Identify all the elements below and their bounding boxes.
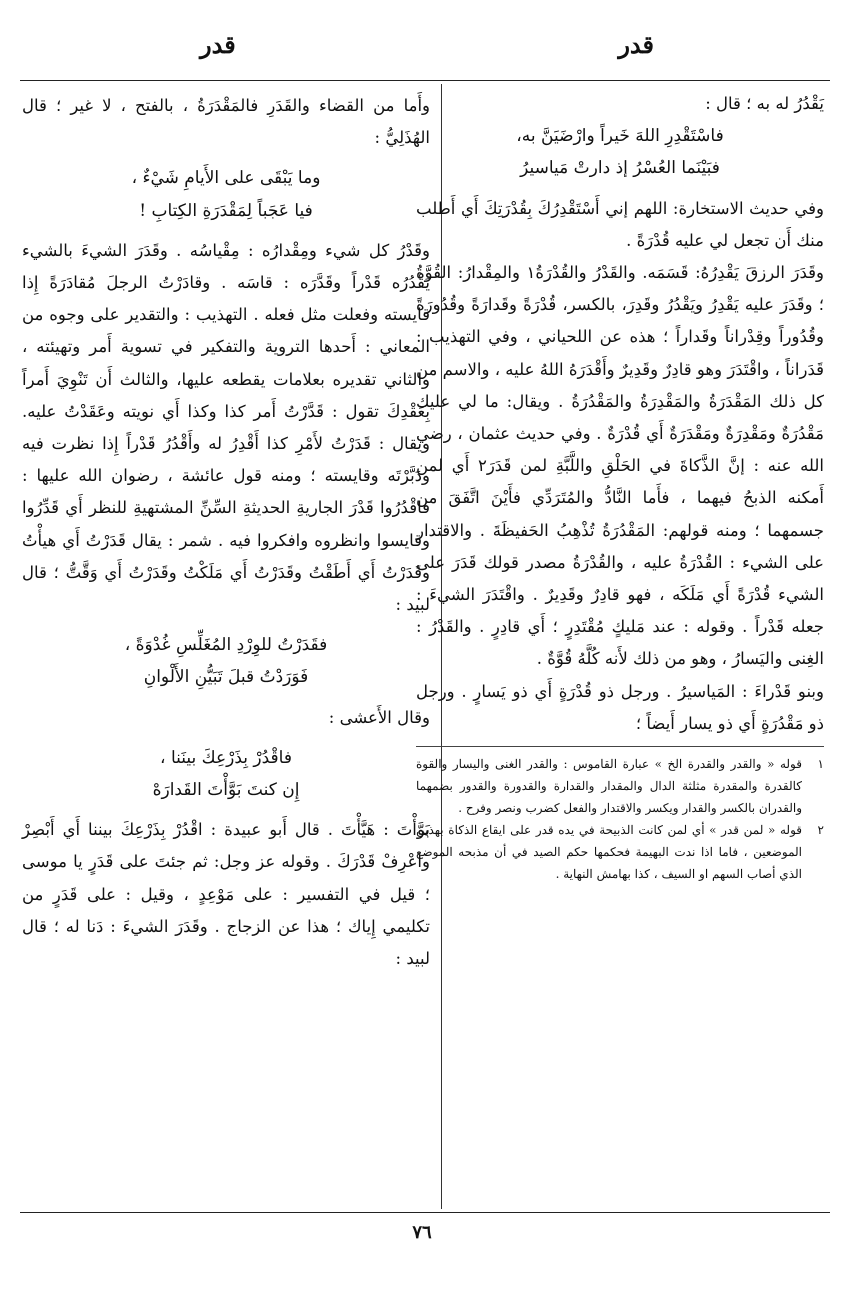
paragraph: وفي حديث الاستخارة: اللهم إني أَسْتَقْدِرُكَ بِقُدْرَتِكَ أَي أَطلب منك أَن تجعل لي عليه قُدْرَةً . [416, 198, 824, 250]
paragraph: وأَما من القضاء والقَدَرِ فالمَقْدَرَةُ ، بالفتح ، لا غير ؛ قال الهُذَلِيُّ : [22, 96, 430, 148]
running-head-right: قدر [618, 30, 654, 59]
paragraph: يَقْدُرُ له به ؛ قال : [705, 94, 824, 113]
top-rule [20, 80, 830, 81]
footnote-text: قوله « والقدر والقدرة الخ » عبارة القاموس : والقدر الغنى واليسار والقوة كالقدرة والمقدرة مثلثة الدال والمقدار والقدارة والقدورة والقدور بضمهما والقدران بالكسر والقدار ويكسر والاقتدار والفعل كضرب ونصر وفرح . [416, 757, 802, 816]
verse-line: فقَدَرْتُ للوِرْدِ المُغَلِّسِ غُدْوَةً ، [124, 635, 328, 656]
verse-line: فيا عَجَباً لِمَقْدَرَةِ الكِتابِ ! [139, 200, 313, 221]
paragraph: وقَدَرَ الرزقَ يَقْدِرُهُ: قَسَمَه. والقَدْرُ والقُدْرَةُ١ والمِقْدارُ: القُوَّةُ ؛ وقَدَرَ عليه يَقْدِرُ ويَقْدُرُ وقَدِرَ، بالكسر، قُدْرَةً وقَدارَةً وقُدُورَةً وقُدُوراً وقِدْراناً وقَداراً ؛ هذه عن اللحياني ، وفي التهذيب : قَدَراناً ، واقْتَدَرَ وهو قادِرٌ وقَدِيرٌ وأَقْدَرَهُ اللهُ عليه ، والاسم من كل ذلك المَقْدَرَةُ والمَقْدِرَةُ والمَقْدُرَةُ . ويقال: ما لي عليك مَقْدُرَةٌ ومَقْدِرَةٌ ومَقْدَرَةٌ أَي قُدْرَةٌ . وفي حديث عثمان ، رضي الله عنه : إنَّ الذَّكاةَ في الحَلْقِ واللَّبَّةِ لمن قَدَرَ٢ أَي لمن أَمكنه الذبحُ فيهما ، فأَما النَّادُّ والمُتَرَدِّي فأَيْنَ اتَّفَقَ من جسمهما ؛ ومنه قولهم: المَقْدُرَةُ تُذْهِبُ الحَفيظَةَ . والاقتدار على الشيء : القُدْرَةُ عليه ، والقُدْرَةُ مصدر قولك قَدَرَ على الشيء قُدْرَةً أَي مَلَكَه ، فهو قادِرٌ وقَدِيرٌ . واقْتَدَرَ الشيءَ : جعله قَدْراً . وقوله : عند مَليكٍ مُقْتَدِرٍ ؛ أَي قادِرٍ . والقَدْرُ : الغِنى واليَسارُ ، وهو من ذلك لأَنه كُلَّهُ قُوَّةٌ . [416, 263, 824, 669]
verse-line: إِن كنتَ بَوَّأْتَ القَدارَهْ [152, 780, 300, 801]
paragraph: بَوَّأْتَ : هَيَّأْتَ . قال أَبو عبيدة : اقْدُرْ بِذَرْعِكَ بيننا أَي أَبْصِرْ واعْرِفْ قَدْرَكَ . وقوله عز وجل: ثم جئتَ على قَدَرٍ يا موسى ؛ قيل في التفسير : على مَوْعِدٍ ، وقيل : على قَدَرٍ من تكليمي إِياك ؛ هذا عن الزجاج . وقَدَرَ الشيءَ : دَنا له ؛ قال لبيد : [22, 820, 430, 969]
verse-line: وما يَبْقَى على الأَيامِ شَيْءٌ ، [131, 168, 321, 189]
right-column [416, 88, 824, 885]
page-number: ٧٦ [412, 1222, 432, 1243]
footnote [416, 819, 824, 885]
footnote-number: ٢ [817, 823, 824, 838]
paragraph: وقال الأَعشى : [328, 707, 430, 727]
footnote [416, 753, 824, 819]
footnote-text: قوله « لمن قدر » أي لمن كانت الذبيحة في يده قدر على ايقاع الذكاة بهذين الموضعين ، فاما اذا ندت البهيمة فحكمها حكم الصيد في أن مذبحه الموضع الذي أصاب السهم او السيف ، كذا بهامش النهاية . [416, 823, 802, 882]
verse-line: فاسْتَقْدِرِ اللهَ خَيراً وارْضَيَنَّ به، [516, 126, 724, 147]
paragraph: وقَدْرُ كل شيء ومِقْدارُه : مِقْياسُه . وقَدَرَ الشيءَ بالشيء يَقْدُرُه قَدْراً وقَدَّرَه : قاسَه . وقادَرْتُ الرجلَ مُقادَرَةً إِذا قايسته وفعلت مثل فعله . التهذيب : والتقدير على وجوه من المعاني : أَحدها التروية والتفكير في تسوية أَمر وتهيئته ، والثاني تقديره بعلامات يقطعه عليها، والثالث أَن تَنْوِيَ أَمراً بِعَقْدِكَ تقول : قَدَّرْتُ أَمر كذا وكذا أَي نويته وعَقَدْتُ عليه. ويقال : قَدَرْتُ لأَمْرِ كذا أَقْدِرُ له وأَقْدُرُ قَدْراً إِذا نظرت فيه ودَبَّرْتَه وقايسته ؛ ومنه قول عائشة ، رضوان الله عليها : فاقْدُرُوا قَدْرَ الجاريةِ الحديثةِ السِّنِّ المشتهيةِ للنظر أَي قَدِّرُوا وقايسوا وانظروه وافكروا فيه . شمر : يقال قَدَرْتُ أَي هيأْتُ وقَدَرْتُ أَي أَطَقْتُ وقَدَرْتُ أَي مَلَكْتُ وقَدَرْتُ أَي وَقَّتُّ ؛ قال لبيد : [22, 240, 430, 615]
footnote-number: ١ [817, 757, 824, 772]
bottom-rule [20, 1212, 830, 1213]
paragraph: وبنو قَدْراءَ : المَياسيرُ . ورجل ذو قُدْرَةٍ أَي ذو يَسارٍ . ورجل ذو مَقْدُرَةٍ أَي ذو يسار أَيضاً ؛ [416, 681, 824, 733]
verse-line: فبَيْنَما العُسْرُ إذ دارتْ مَياسيرُ [520, 158, 720, 179]
footnote-rule [416, 746, 824, 747]
left-column [22, 90, 430, 975]
running-head-left: قدر [200, 30, 236, 59]
verse-line: فاقْدُرْ بِذَرْعِكَ بينَنا ، [160, 747, 292, 768]
verse-line: فَوَرَدْتُ قبلَ تَبَيُّنِ الأَلْوانِ [143, 667, 309, 688]
